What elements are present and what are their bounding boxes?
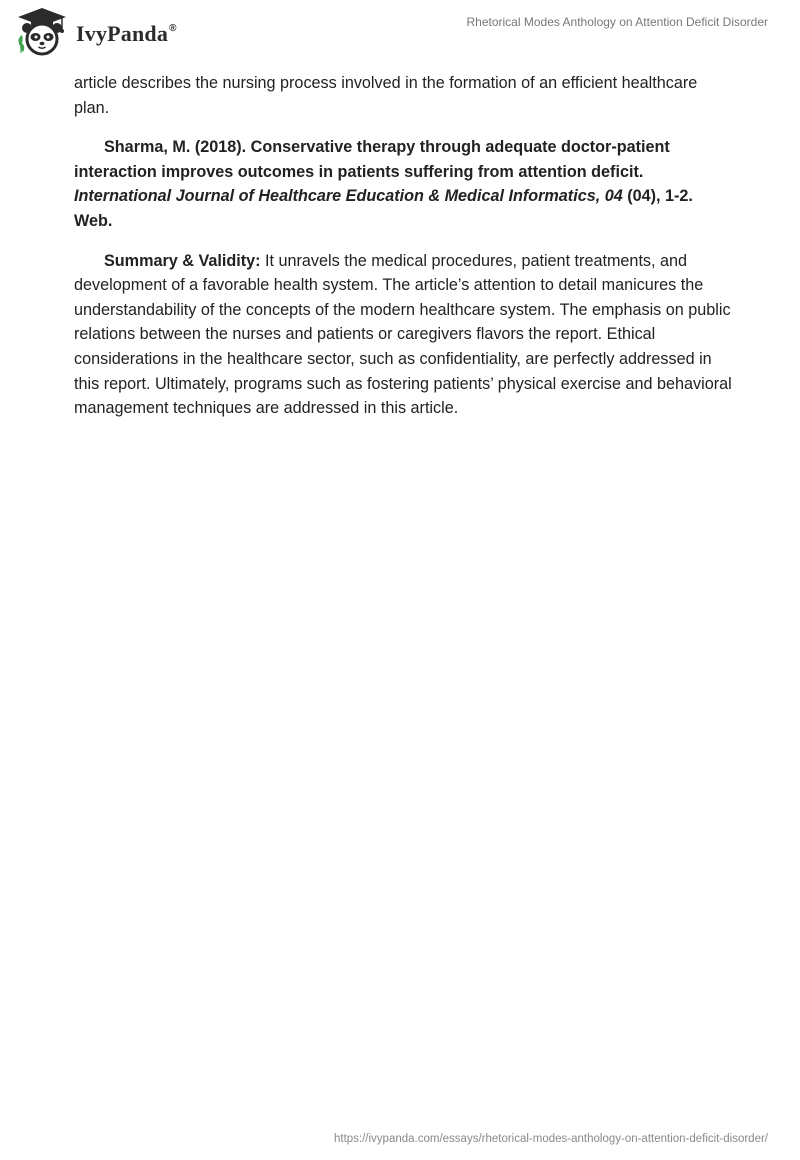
document-title: Rhetorical Modes Anthology on Attention Deficit Disorder: [466, 15, 768, 29]
document-body: [74, 71, 734, 436]
footer-source-url[interactable]: https://ivypanda.com/essays/rhetorical-modes-anthology-on-attention-deficit-disorder/: [333, 1133, 768, 1145]
panda-graduate-logo-icon: [14, 6, 70, 58]
reference-entry: [74, 135, 734, 233]
ivypanda-logo[interactable]: [14, 6, 177, 58]
page-header: [0, 0, 800, 66]
summary-text: It unravels the medical procedures, patient treatments, and development of a favorable health system. The article’s attention to detail manicures the understandability of the concepts of the modern healthcare system. The emphasis on public relations between the nurses and patients or caregivers flavors the report. Ethical considerations in the healthcare sector, such as confidentiality, are perfectly addressed in this report. Ultimately, programs such as fostering patients’ physical exercise and behavioral management techniques are addressed in this article.: [74, 251, 732, 418]
registered-mark: ®: [169, 23, 177, 34]
summary-label: Summary & Validity:: [104, 251, 261, 270]
paragraph-continued: article describes the nursing process involved in the formation of an efficient healthcare plan.: [74, 74, 698, 117]
summary-paragraph: [74, 249, 734, 421]
brand-name: IvyPanda®: [76, 21, 177, 46]
reference-journal: International Journal of Healthcare Education & Medical Informatics, 04: [74, 187, 623, 206]
reference-issue-pages: (04), 1-2. Web.: [74, 187, 693, 230]
reference-citation: Sharma, M. (2018). Conservative therapy through adequate doctor-patient interaction improves outcomes in patients suffering from attention deficit.: [74, 138, 670, 181]
